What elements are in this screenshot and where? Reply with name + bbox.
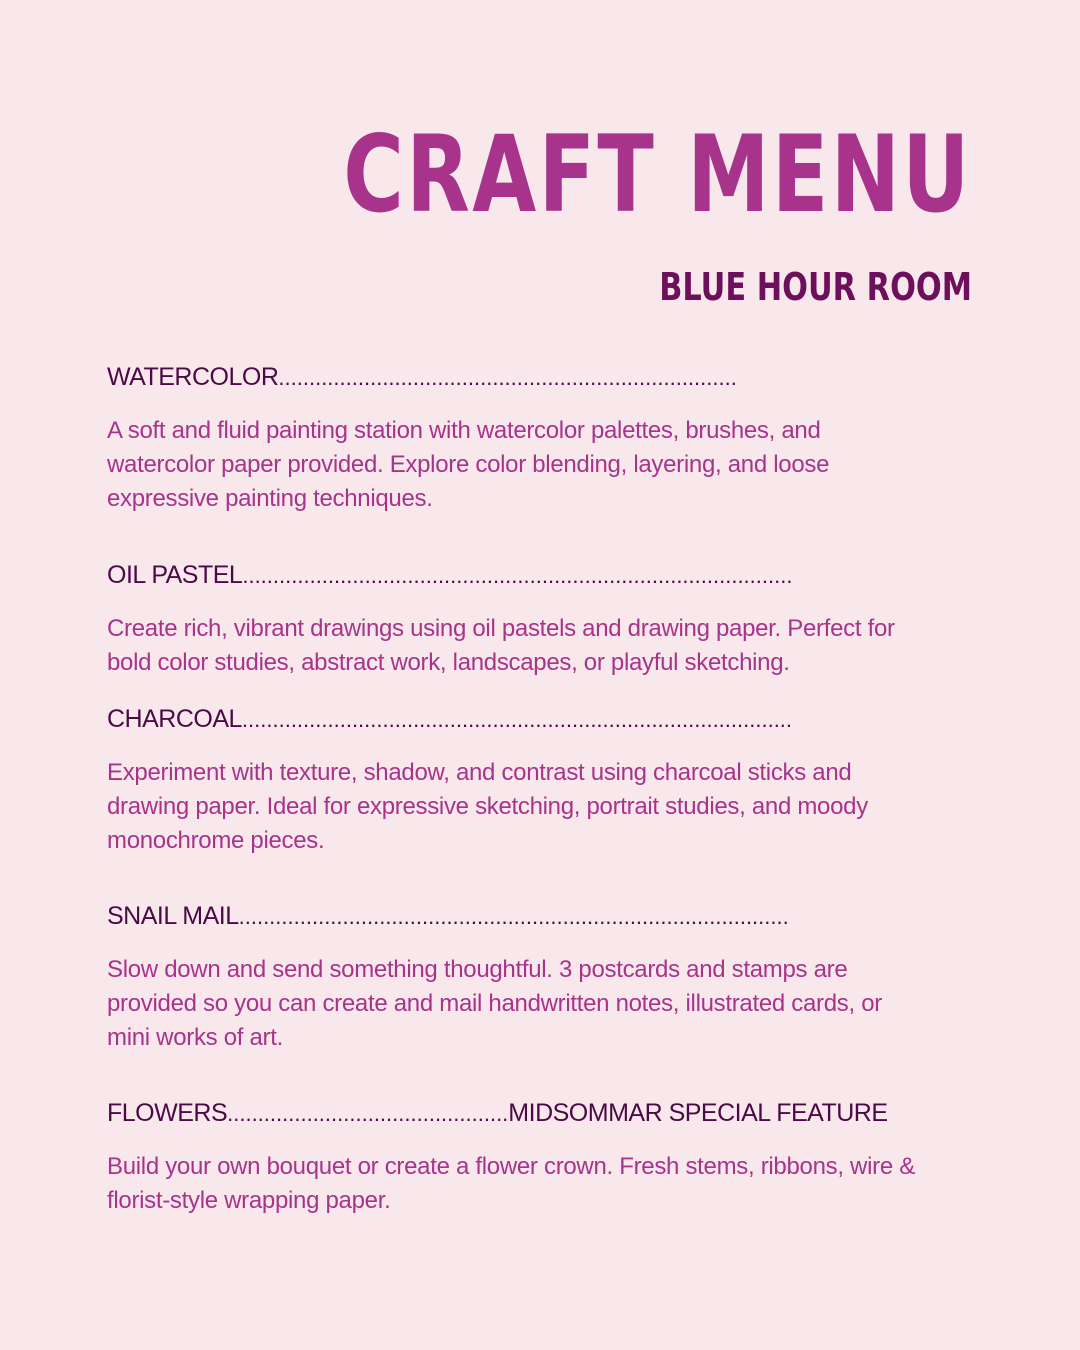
item-name: CHARCOAL — [107, 705, 242, 733]
menu-item-flowers — [107, 1098, 927, 1218]
item-description: A soft and fluid painting station with watercolor palettes, brushes, and watercolor paper provided. Explore color blending, layering, and loose expressive painting techniques. — [107, 417, 830, 512]
dot-leader: .......................................................................................... — [238, 904, 789, 929]
item-description: Build your own bouquet or create a flower crown. Fresh stems, ribbons, wire & florist-style wrapping paper. — [107, 1153, 915, 1214]
dot-leader: .......................................................................................... — [241, 707, 793, 732]
item-name: OIL PASTEL — [107, 561, 243, 589]
item-name: FLOWERS — [107, 1099, 228, 1127]
special-feature-note: MIDSOMMAR SPECIAL FEATURE — [508, 1099, 888, 1127]
dot-leader: ........................................................................... — [278, 365, 737, 390]
room-subtitle: BLUE HOUR ROOM — [659, 265, 972, 309]
item-header — [107, 560, 927, 590]
dot-leader: .......................................................................................... — [242, 563, 793, 588]
item-header — [107, 362, 927, 392]
item-header — [107, 1098, 927, 1128]
item-description: Create rich, vibrant drawings using oil pastels and drawing paper. Perfect for bold color studies, abstract work, landscapes, or playful sketching. — [107, 615, 895, 676]
item-header — [107, 901, 927, 931]
item-header — [107, 704, 927, 734]
menu-item-oil-pastel — [107, 560, 927, 680]
menu-title: CRAFT MENU — [343, 113, 972, 236]
menu-item-watercolor — [107, 362, 927, 516]
dot-leader: .............................................. — [227, 1101, 509, 1126]
menu-item-charcoal — [107, 704, 927, 858]
item-description: Slow down and send something thoughtful. 3 postcards and stamps are provided so you can create and mail handwritten notes, illustrated cards, or mini works of art. — [107, 956, 882, 1051]
menu-item-snail-mail — [107, 901, 927, 1055]
item-name: SNAIL MAIL — [107, 902, 239, 930]
item-name: WATERCOLOR — [107, 363, 279, 391]
item-description: Experiment with texture, shadow, and contrast using charcoal sticks and drawing paper. Ideal for expressive sketching, portrait studies, and moody monochrome pieces. — [107, 759, 868, 854]
